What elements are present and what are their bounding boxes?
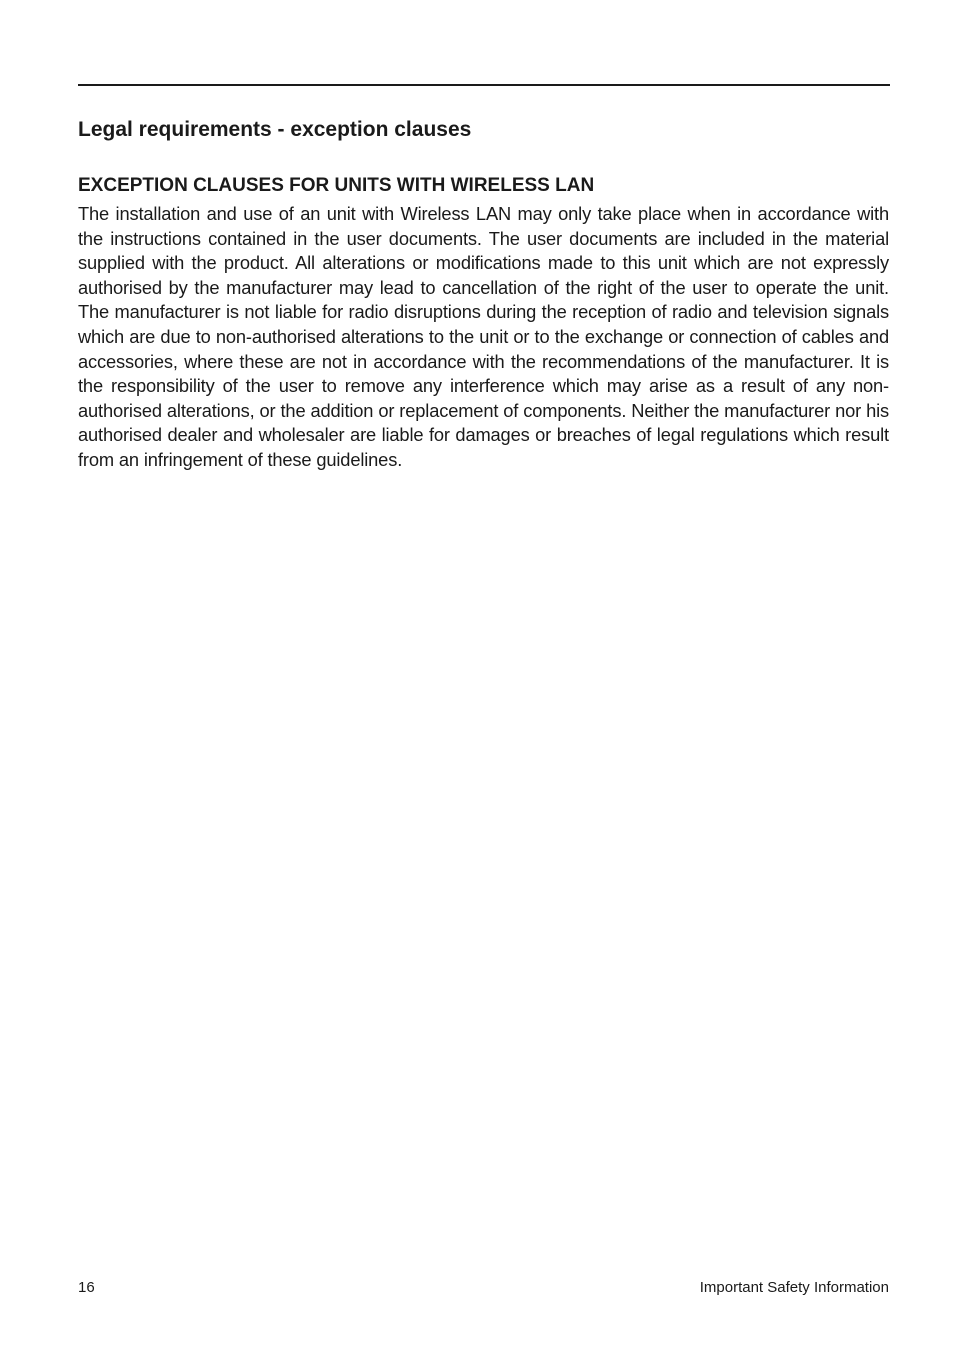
subsection-title: EXCEPTION CLAUSES FOR UNITS WITH WIRELESS LAN — [78, 175, 595, 196]
header-rule — [78, 84, 890, 86]
footer-section-name: Important Safety Information — [699, 1279, 889, 1296]
body-paragraph: The installation and use of an unit with Wireless LAN may only take place when in accordance with the instructions contained in the user documents. The user documents are included in the material supplied with the product. All alterations or modifications made to this unit which are not expressly authorised by the manufacturer may lead to cancellation of the right of the user to operate the unit. The manufacturer is not liable for radio disruptions during the reception of radio and television signals which are due to non-authorised alterations to the unit or to the exchange or connection of cables and accessories, where these are not in accordance with the recommendations of the manufacturer. It is the responsibility of the user to remove any interference which may arise as a result of any non-authorised alterations, or the addition or replacement of components. Neither the manufacturer nor his authorised dealer and wholesaler are liable for damages or breaches of legal regulations which result from an infringement of these guidelines. — [78, 203, 889, 470]
page-number: 16 — [78, 1279, 95, 1296]
section-title: Legal requirements - exception clauses — [78, 118, 472, 141]
